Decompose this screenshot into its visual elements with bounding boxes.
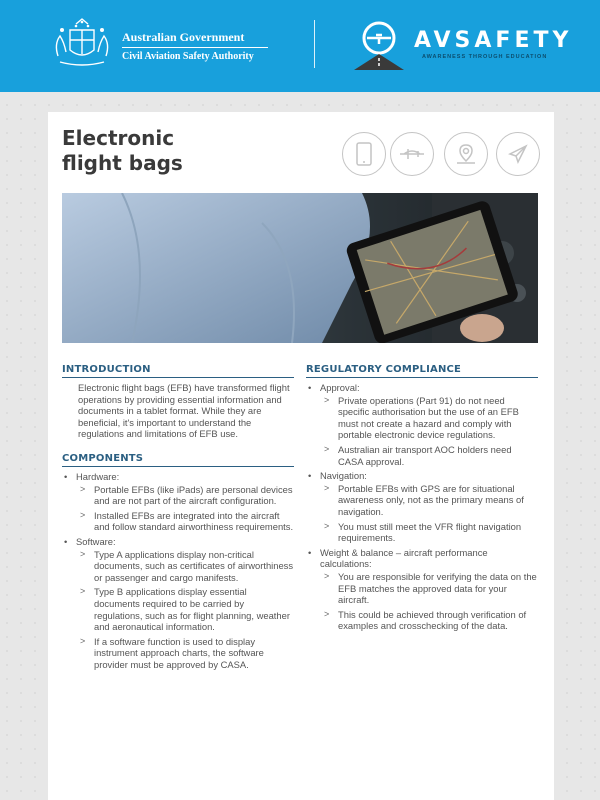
title-line-1: Electronic [62, 126, 175, 150]
sublist-item-text: Type B applications display essential documents required to be carried by regulations, such as for flight planning, weather and aeronautical information. [94, 586, 290, 633]
sublist-item [76, 484, 294, 507]
brand-tagline: AWARENESS THROUGH EDUCATION [422, 54, 548, 60]
sublist-item [76, 549, 294, 584]
sublist-item [76, 586, 294, 632]
list-item [62, 471, 294, 533]
hero-photo [62, 193, 538, 343]
list-item [62, 536, 294, 671]
regulatory-list [306, 382, 538, 632]
tablet-icon [342, 132, 386, 176]
sublist-item-text: If a software function is used to display instrument approach charts, the software provider must be approved by CASA. [94, 635, 264, 670]
location-pin-icon [444, 132, 488, 176]
agency-name: Civil Aviation Safety Authority [122, 51, 254, 62]
sublist-item [320, 395, 538, 441]
regulatory-heading: REGULATORY COMPLIANCE [306, 363, 538, 378]
sublist [320, 571, 538, 632]
list-item-label: Weight & balance – aircraft performance calculations: [320, 546, 488, 570]
introduction-text: Electronic flight bags (EFB) have transformed flight operations by providing essential information and documents in a tablet format. While they are beneficial, it's important to understand the regulations and limitations of EFB use. [78, 382, 290, 440]
coat-of-arms-logo [50, 16, 114, 70]
sublist-item-text: Portable EFBs (like iPads) are personal devices and are not part of the aircraft configuration. [94, 483, 293, 507]
sublist-item [76, 510, 294, 533]
left-column [62, 363, 294, 673]
sublist-item-text: Portable EFBs with GPS are for situational awareness only, not as the primary means of navigation. [338, 482, 524, 517]
header-banner [0, 0, 600, 92]
sublist-item [320, 571, 538, 606]
bullet-icon: • [308, 470, 312, 482]
sublist-item-text: You must still meet the VFR flight navigation requirements. [338, 520, 522, 544]
chevron-right-icon: > [80, 509, 86, 520]
brand-name: AVSAFETY [414, 28, 573, 53]
list-item [306, 382, 538, 467]
introduction-heading: INTRODUCTION [62, 363, 294, 378]
chevron-right-icon: > [324, 570, 330, 581]
chevron-right-icon: > [324, 520, 330, 531]
sublist-item-text: Type A applications display non-critical documents, such as certificates of airworthiness or passenger and cargo manifests. [94, 548, 294, 583]
sublist-item [320, 609, 538, 632]
sublist-item-text: This could be achieved through verification of examples and crosschecking of the data. [338, 608, 527, 632]
sublist-item-text: Private operations (Part 91) do not need specific authorisation but the use of an EFB must not create a hazard and comply with portable electronic device regulations. [338, 394, 519, 441]
list-item-label: Hardware: [76, 470, 120, 482]
gov-name: Australian Government [122, 30, 245, 44]
page-title [62, 126, 302, 176]
title-line-2: flight bags [62, 151, 183, 175]
bullet-icon: • [308, 382, 312, 393]
sublist-item [320, 444, 538, 467]
sublist [320, 483, 538, 544]
sublist-item-text: Australian air transport AOC holders need CASA approval. [338, 443, 512, 467]
chevron-right-icon: > [80, 635, 86, 646]
sublist-item [320, 521, 538, 544]
chevron-right-icon: > [324, 394, 330, 405]
sublist-item-text: Installed EFBs are integrated into the aircraft and follow standard airworthiness requirements. [94, 509, 294, 533]
right-column [306, 363, 538, 635]
chevron-right-icon: > [80, 548, 86, 559]
sublist [320, 395, 538, 468]
sublist-item [320, 483, 538, 518]
sublist-item-text: You are responsible for verifying the data on the EFB matches the approved data for your aircraft. [338, 570, 537, 606]
chevron-right-icon: > [80, 586, 86, 597]
list-item-label: Approval: [320, 382, 360, 393]
list-item-label: Navigation: [320, 470, 367, 482]
sublist-item [76, 636, 294, 671]
components-heading: COMPONENTS [62, 452, 294, 467]
airplane-icon [390, 132, 434, 176]
chevron-right-icon: > [80, 483, 86, 494]
government-logo-text [122, 30, 268, 63]
sublist [76, 484, 294, 533]
list-item [306, 547, 538, 632]
gov-rule [122, 47, 268, 48]
sublist [76, 549, 294, 671]
list-item-label: Software: [76, 535, 116, 547]
header-divider [314, 20, 315, 68]
chevron-right-icon: > [324, 482, 330, 493]
jet-icon [496, 132, 540, 176]
bullet-icon: • [64, 470, 68, 482]
bullet-icon: • [64, 535, 68, 547]
pilot-with-tablet-image [62, 193, 538, 343]
chevron-right-icon: > [324, 443, 330, 454]
avsafety-logo-icon [352, 18, 406, 70]
list-item [306, 470, 538, 544]
components-list [62, 471, 294, 671]
chevron-right-icon: > [324, 608, 330, 619]
bullet-icon: • [308, 546, 312, 558]
